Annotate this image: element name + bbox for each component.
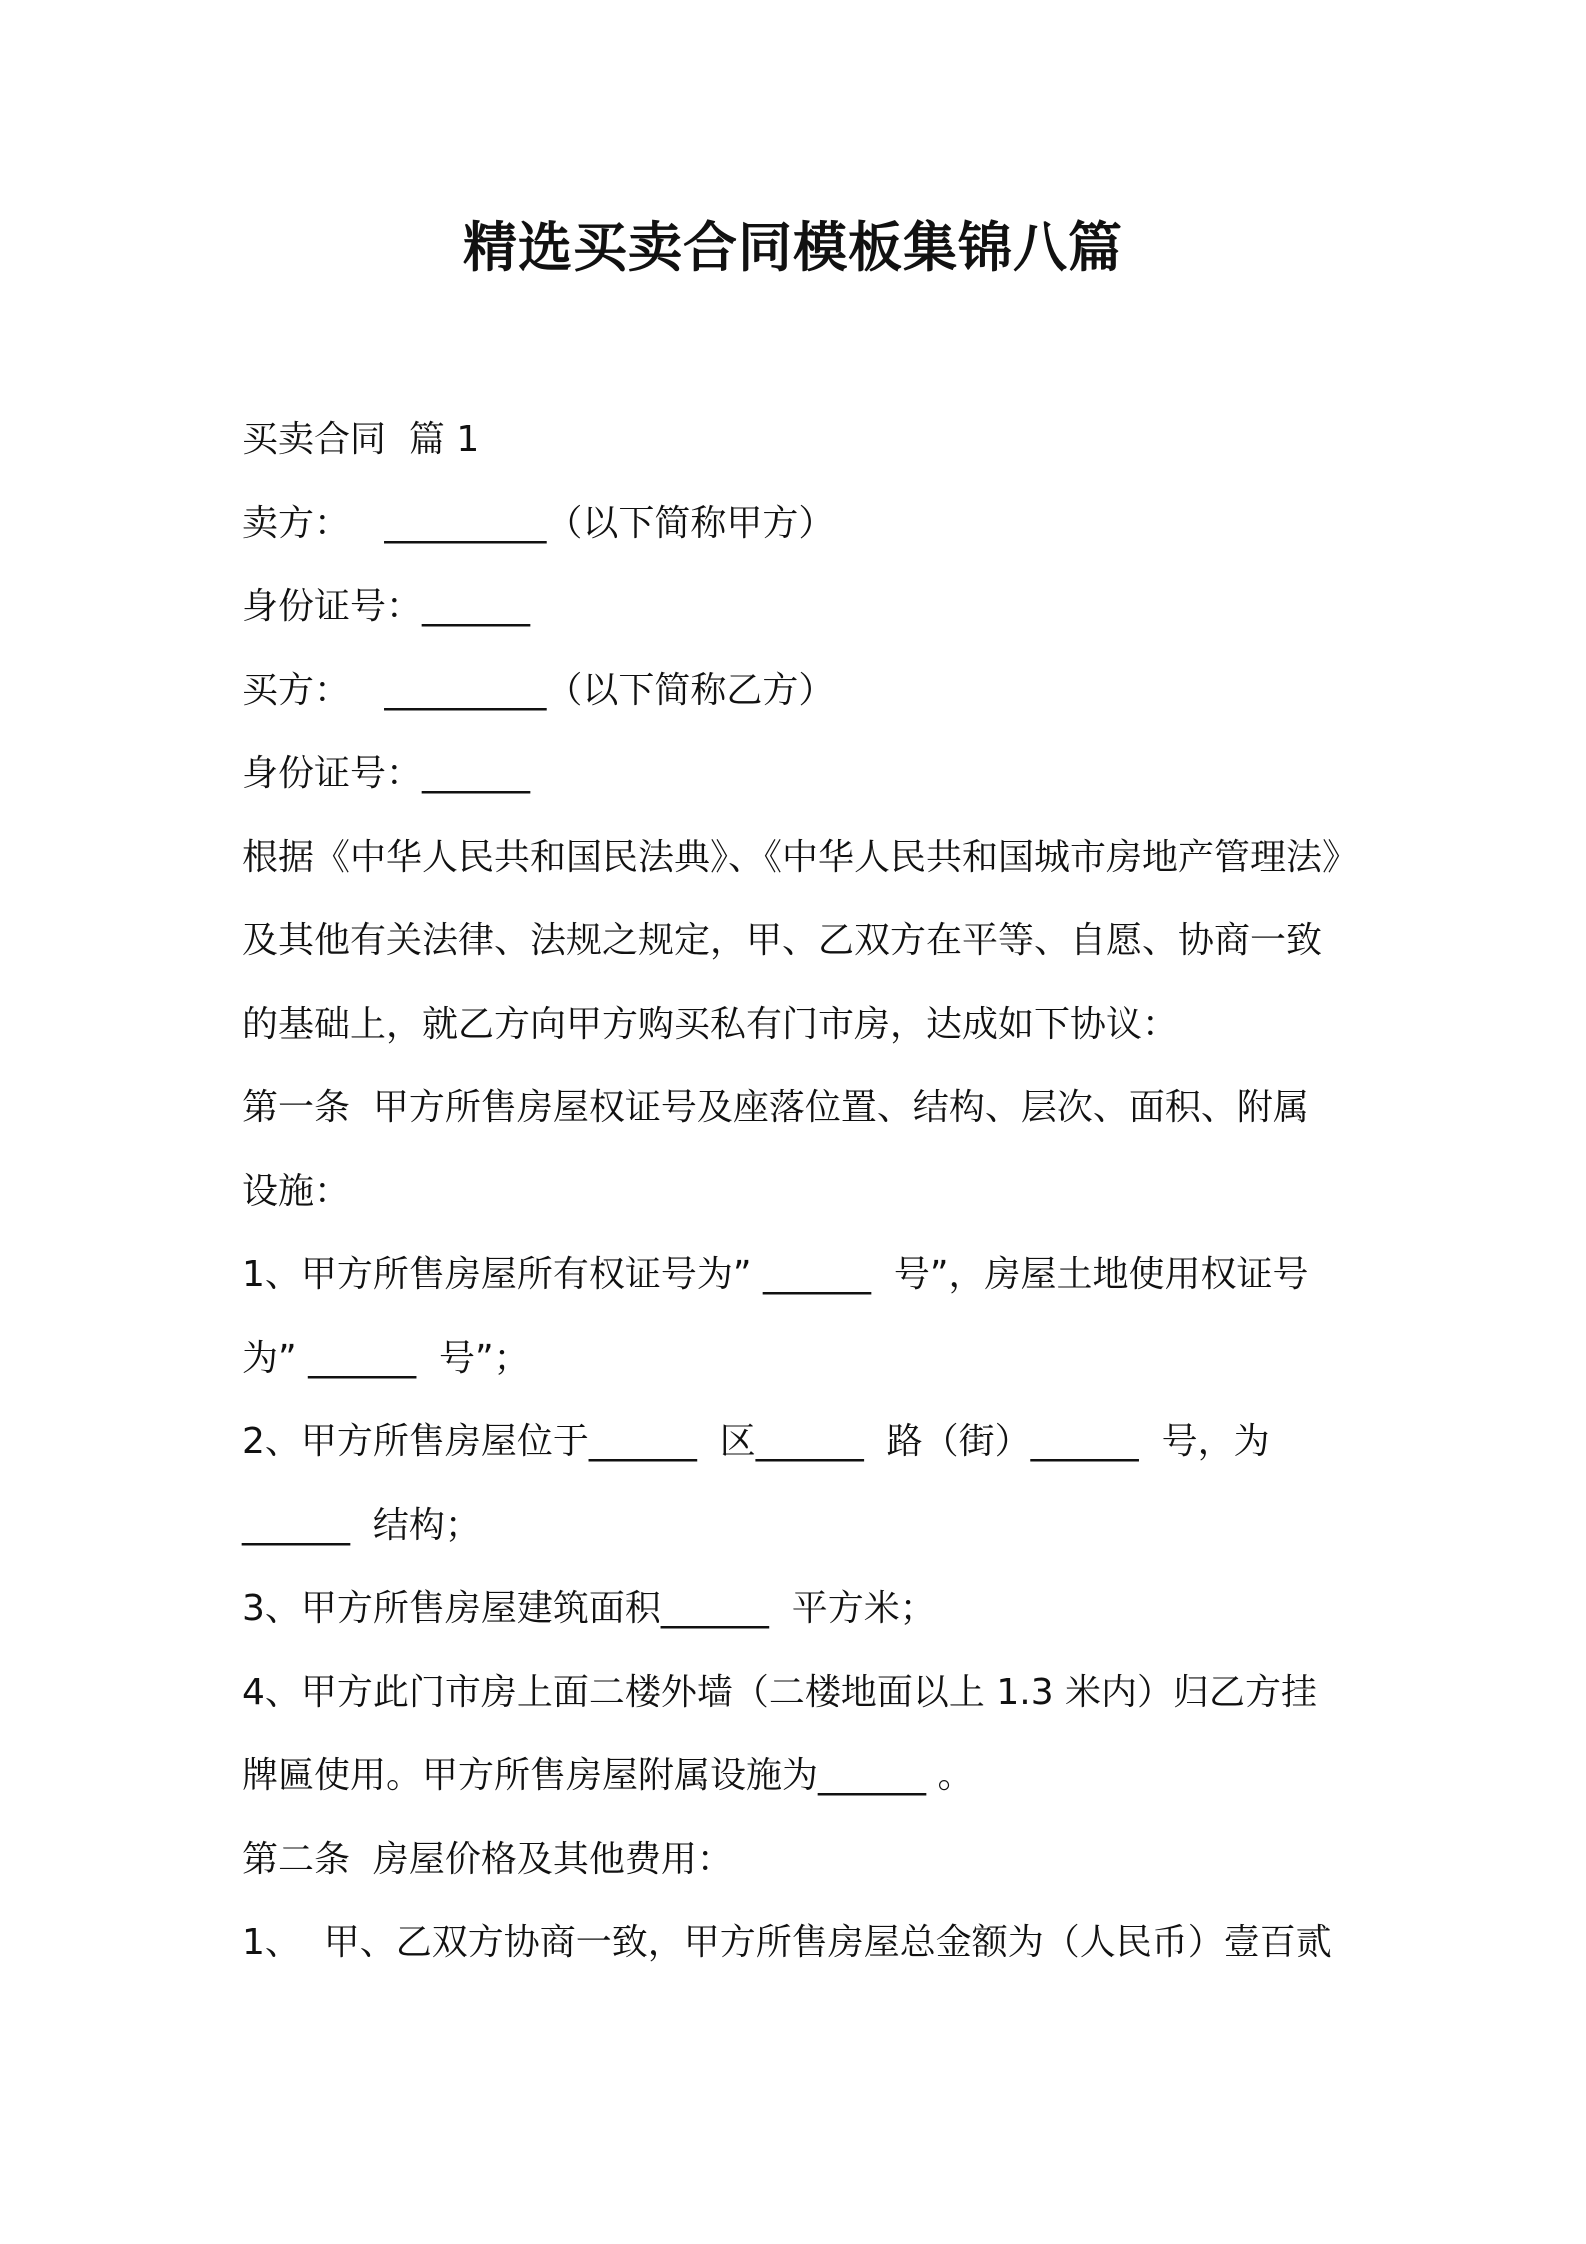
paragraph-line: 及其他有关法律、法规之规定，甲、乙双方在平等、自愿、协商一致 (242, 920, 1323, 961)
section-heading: 买卖合同 篇 1 (242, 419, 480, 460)
paragraph-line: 的基础上，就乙方向甲方购买私有门市房，达成如下协议： (242, 1003, 1179, 1045)
seller-line: 卖方： _________（以下简称甲方） (242, 502, 835, 544)
buyer-id-line: 身份证号：______ (242, 753, 531, 794)
clause-line: 牌匾使用。甲方所售房屋附属设施为______ 。 (242, 1755, 974, 1796)
clause-line: 3、甲方所售房屋建筑面积______ 平方米； (242, 1588, 936, 1629)
clause-line: 为” ______ 号”； (242, 1337, 530, 1379)
article-heading: 第一条 甲方所售房屋权证号及座落位置、结构、层次、面积、附属 (242, 1087, 1309, 1128)
contract-body (242, 398, 1362, 1985)
clause-line: 1、甲方所售房屋所有权证号为” ______ 号”，房屋土地使用权证号 (242, 1254, 1309, 1295)
clause-line: 2、甲方所售房屋位于______ 区______ 路（街）______ 号，为 (242, 1421, 1270, 1462)
article-heading: 第二条 房屋价格及其他费用： (242, 1838, 733, 1880)
buyer-line: 买方： _________（以下简称乙方） (242, 669, 835, 711)
seller-id-line: 身份证号：______ (242, 586, 531, 627)
paragraph-line: 根据《中华人民共和国民法典》、《中华人民共和国城市房地产管理法》 (242, 836, 1359, 878)
clause-line: 1、 甲、乙双方协商一致，甲方所售房屋总金额为（人民币）壹百贰 (242, 1922, 1332, 1963)
paragraph-line: 设施： (242, 1170, 351, 1212)
clause-line: 4、甲方此门市房上面二楼外墙（二楼地面以上 1.3 米内）归乙方挂 (242, 1671, 1318, 1713)
document-title: 精选买卖合同模板集锦八篇 (463, 216, 1123, 279)
clause-line: ______ 结构； (242, 1504, 481, 1546)
